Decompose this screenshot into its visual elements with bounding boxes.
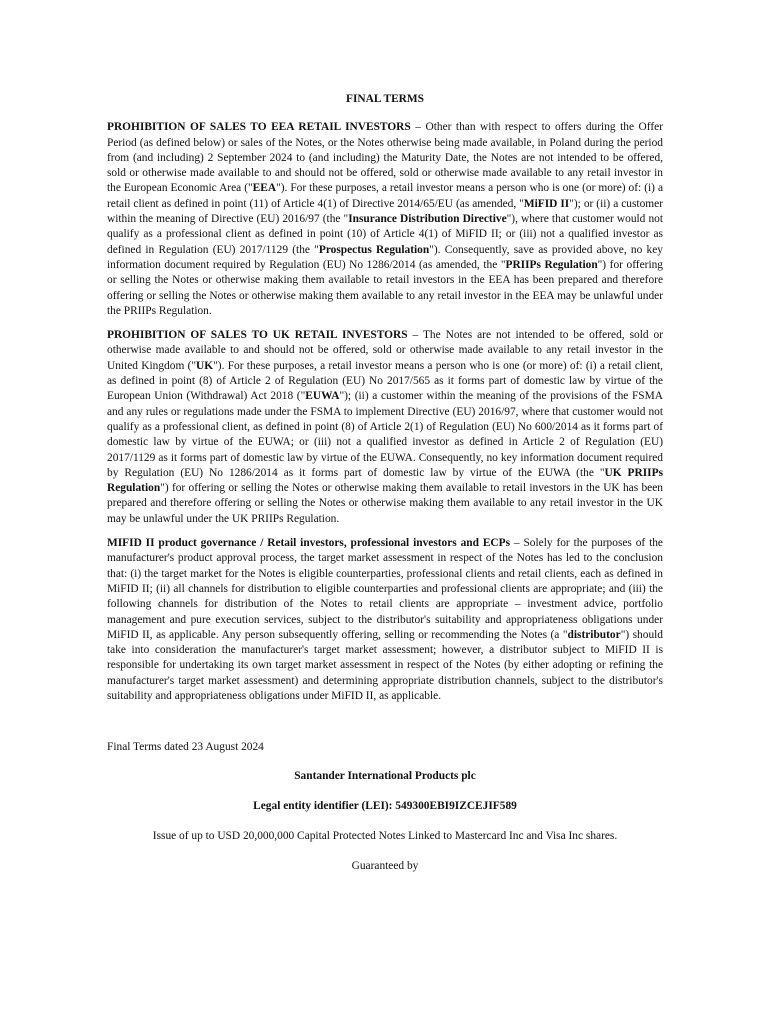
bold-term: PROHIBITION OF SALES TO UK RETAIL INVESTORS (107, 329, 408, 342)
bold-term: distributor (567, 628, 621, 641)
text-run: ") for offering or selling the Notes or otherwise making them available to retail investors in the UK has been prepared and therefore offering or selling the Notes or otherwise making them available to any retail investor in the UK may be unlawful under the UK PRIIPs Regulation. (107, 482, 663, 525)
text-run: "), where that customer would not qualify as a professional client as defined in point (10) of Article 4(1) of MiFID II; or (iii) not a qualified investor as defined in Regulation (EU) 2017/1129 (the " (107, 213, 664, 256)
bold-term: EEA (252, 182, 277, 195)
text-run: – Other than with respect to offers during the Offer Period (as defined below) or sales of the Notes, or the Notes otherwise being made available, in Poland during the period from (and including) 2 September 2024 to (and including) the Maturity Date, the Notes are not intended to be offered, sold or otherwise made available to and should not be offered, sold or otherwise made available to any retail investor in the European Economic Area (" (107, 121, 663, 195)
text-run: ") for offering or selling the Notes or otherwise making them available to retail investors in the EEA has been prepared and therefore offering or selling the Notes or otherwise making them available to any retail investor in the EEA may be unlawful under the PRIIPs Regulation. (107, 258, 663, 317)
text-run: ") should take into consideration the manufacturer's target market assessment; however, a distributor subject to MiFID II is responsible for undertaking its own target market assessment in respect of the Notes (by either adopting or refining the manufacturer's target market assessment) and determining appropriate distribution channels, subject to the distributor's suitability and appropriateness obligations under MiFID II, as applicable. (107, 628, 664, 702)
uk-prohibition-paragraph (107, 328, 663, 527)
mifid-governance-paragraph (107, 536, 663, 704)
bold-term: EUWA (305, 390, 340, 403)
bold-term: MiFID II (523, 197, 570, 210)
issue-description: Issue of up to USD 20,000,000 Capital Protected Notes Linked to Mastercard Inc and Visa Inc shares. (152, 830, 618, 843)
bold-term: Prospectus Regulation (318, 243, 430, 256)
bold-term: UK PRIIPs Regulation (107, 466, 664, 495)
document-title: FINAL TERMS (346, 93, 424, 105)
guaranteed-by: Guaranteed by (351, 860, 419, 873)
bold-term: PRIIPs Regulation (505, 258, 598, 271)
issuer-name: Santander International Products plc (294, 769, 476, 782)
bold-term: MIFID II product governance / Retail investors, professional investors and ECPs (107, 537, 511, 550)
text-run: "). For these purposes, a retail investor means a person who is one (or more) of: (i) a retail client as defined in point (11) of Article 4(1) of Directive 2014/65/EU (as amended, " (107, 182, 663, 210)
document-page (107, 92, 663, 875)
eea-prohibition-paragraph (107, 120, 663, 319)
final-terms-date: Final Terms dated 23 August 2024 (107, 741, 264, 754)
text-run: – The Notes are not intended to be offered, sold or otherwise made available to and should not be offered, sold or otherwise made available to any retail investor in the United Kingdom (" (107, 329, 663, 372)
text-run: "). For these purposes, a retail investor means a person who is one (or more) of: (i) a retail client, as defined in point (8) of Article 2 of Regulation (EU) No 2017/565 as it forms part of domestic law by virtue of the European Union (Withdrawal) Act 2018 (" (107, 359, 663, 403)
text-run: "); or (ii) a customer within the meaning of Directive (EU) 2016/97 (the " (107, 197, 663, 226)
text-run: – Solely for the purposes of the manufacturer's product approval process, the target market assessment in respect of the Notes has led to the conclusion that: (i) the target market for the Notes is eligible counterparties, professional clients and retail clients, each as defined in MiFID II; (ii) all channels for distribution to eligible counterparties and professional clients are appropriate; and (iii) the following channels for distribution of the Notes to retail clients are appropriate – investment advice, portfolio management and pure execution services, subject to the distributor's suitability and appropriateness obligations under MiFID II, as applicable. Any person subsequently offering, selling or recommending the Notes (a " (107, 537, 663, 641)
text-run: "). Consequently, save as provided above, no key information document required by Regulation (EU) No 1286/2014 (as amended, the " (107, 243, 663, 271)
bold-term: PROHIBITION OF SALES TO EEA RETAIL INVESTORS (107, 121, 411, 134)
legal-entity-identifier: Legal entity identifier (LEI): 549300EBI9IZCEJIF589 (253, 799, 517, 812)
text-run: "); (ii) a customer within the meaning of the provisions of the FSMA and any rules or regulations made under the FSMA to implement Directive (EU) 2016/97, where that customer would not qualify as a professional client, as defined in point (8) of Article 2(1) of Regulation (EU) No 600/2014 as it forms part of domestic law by virtue of the EUWA; or (iii) not a qualified investor as defined in Article 2 of Regulation (EU) 2017/1129 as it forms part of domestic law by virtue of the EUWA. Consequently, no key information document required by Regulation (EU) No 1286/2014 as it forms part of domestic law by virtue of the EUWA (the " (107, 390, 663, 479)
bold-term: UK (196, 359, 214, 372)
bold-term: Insurance Distribution Directive (348, 213, 507, 226)
